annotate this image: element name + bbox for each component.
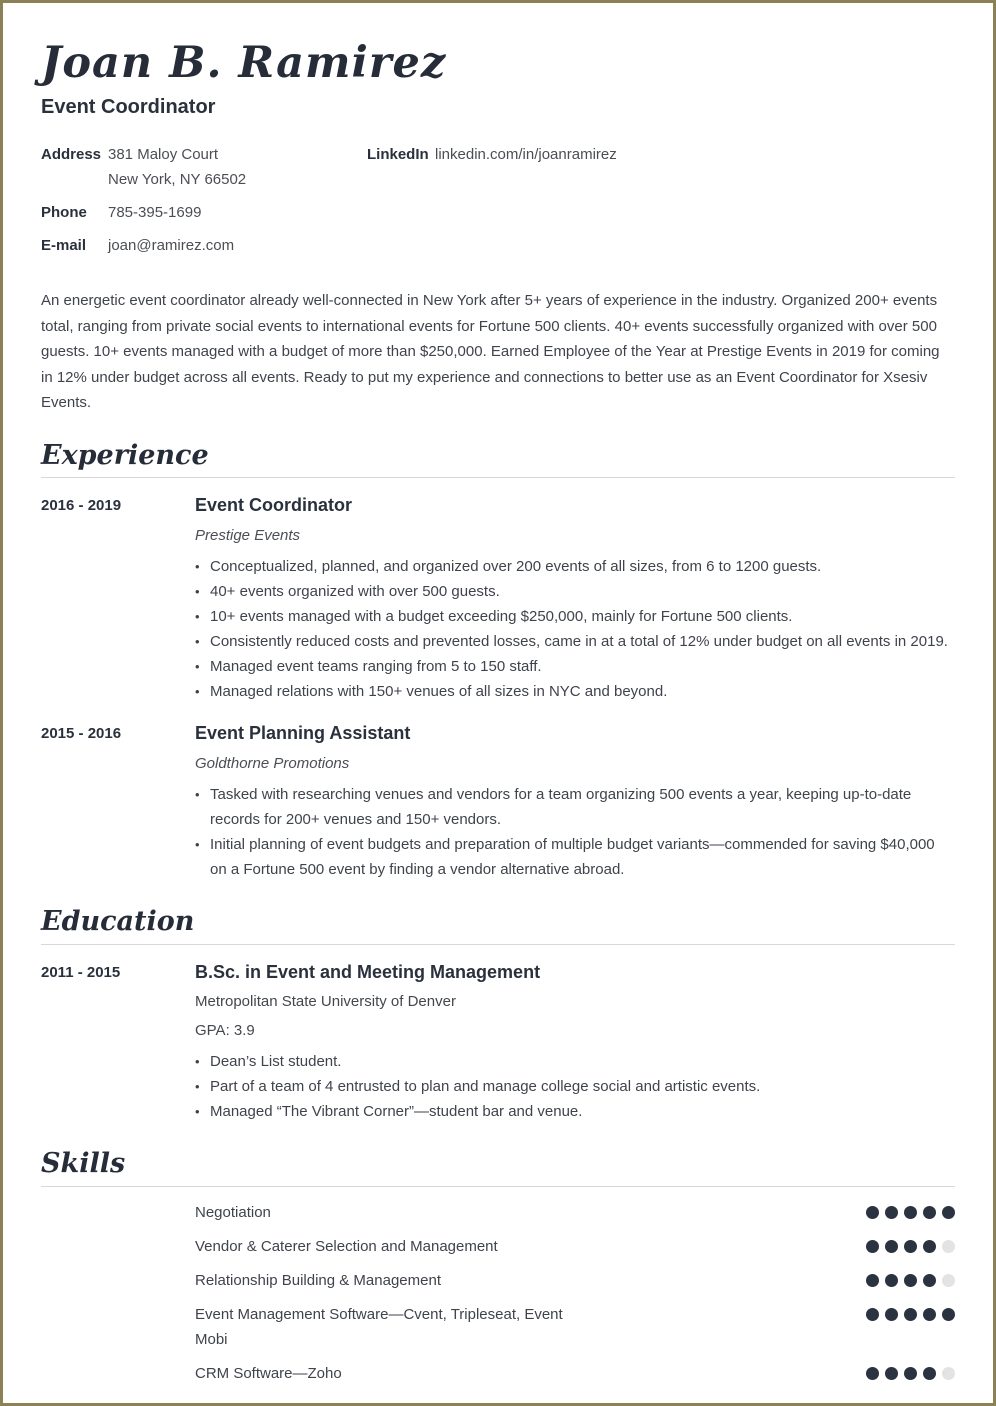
skill-rating [866, 1234, 955, 1253]
entry-company: Prestige Events [195, 527, 301, 545]
resume-page-inner [2, 2, 994, 1404]
entry-body [195, 721, 955, 882]
skill-row-spacer [41, 1234, 195, 1259]
education-heading: Education [41, 906, 195, 938]
entry-bullet-list [195, 1049, 955, 1124]
contact-left-column [41, 142, 367, 266]
entry-dates: 2015 - 2016 [41, 725, 122, 743]
linkedin-value: linkedin.com/in/joanramirez [435, 146, 617, 164]
skill-dot-filled [942, 1308, 955, 1321]
contact-address-row [41, 142, 367, 192]
skill-rating [866, 1302, 955, 1321]
candidate-title: Event Coordinator [41, 96, 216, 119]
skill-label: Negotiation [195, 1203, 271, 1221]
contact-linkedin-row [367, 142, 955, 167]
skill-dot-filled [904, 1367, 917, 1380]
entry-body [195, 493, 955, 704]
professional-summary: An energetic event coordinator already well-connected in New York after 5+ years of experience in the industry. Organized 200+ events total, ranging from private social events to international events for Fortune 500 clients. 40+ events successfully organized with over 500 guests. 10+ events managed with a budget of more than $250,000. Earned Employee of the Year at Prestige Events in 2019 for coming in 12% under budget across all events. Ready to put my experience and connections to better use as an Event Coordinator for Xsesiv Events. [41, 292, 940, 412]
skill-dot-filled [885, 1206, 898, 1219]
bullet-item: • Initial planning of event budgets and preparation of multiple budget variants—commended for saving $40,000 on a Fortune 500 event by finding a vendor alternative abroad. [195, 832, 955, 882]
skill-row [41, 1200, 955, 1225]
candidate-name: Joan B. Ramirez [41, 38, 447, 88]
bullet-item: • Dean’s List student. [195, 1049, 955, 1074]
skill-main [195, 1268, 955, 1293]
bullet-item: • Managed relations with 150+ venues of all sizes in NYC and beyond. [195, 679, 955, 704]
bullet-item: • Consistently reduced costs and prevented losses, came in at a total of 12% under budget on all events in 2019. [195, 629, 955, 654]
skill-dot-empty [942, 1274, 955, 1287]
skills-divider [41, 1186, 955, 1187]
entry-dates: 2011 - 2015 [41, 964, 121, 982]
skill-dot-filled [923, 1367, 936, 1380]
skill-main [195, 1200, 955, 1225]
entry-title: Event Coordinator [195, 495, 353, 516]
skill-label: CRM Software—Zoho [195, 1364, 342, 1382]
skill-dot-filled [866, 1367, 879, 1380]
resume-header [41, 39, 955, 119]
contact-section [41, 142, 955, 266]
address-label: Address [41, 146, 102, 164]
skill-rating [866, 1200, 955, 1219]
skill-dot-filled [904, 1274, 917, 1287]
skill-main [195, 1302, 955, 1352]
skill-dot-filled [904, 1308, 917, 1321]
skill-dot-filled [866, 1308, 879, 1321]
skill-dot-filled [923, 1240, 936, 1253]
entry-dates: 2016 - 2019 [41, 497, 122, 515]
skill-dot-filled [866, 1274, 879, 1287]
skill-row-spacer [41, 1200, 195, 1225]
entry-bullet-list [195, 782, 955, 882]
entry-bullet-list [195, 554, 955, 704]
skill-dot-filled [866, 1206, 879, 1219]
skill-row [41, 1234, 955, 1259]
skill-row [41, 1268, 955, 1293]
skill-dot-empty [942, 1367, 955, 1380]
skill-dot-filled [942, 1206, 955, 1219]
skill-main [195, 1234, 955, 1259]
experience-entry [41, 721, 955, 882]
skill-dot-filled [904, 1240, 917, 1253]
degree-title: B.Sc. in Event and Meeting Management [195, 962, 541, 983]
bullet-item: • Part of a team of 4 entrusted to plan and manage college social and artistic events. [195, 1074, 955, 1099]
contact-right-column [367, 142, 955, 266]
skill-dot-filled [923, 1308, 936, 1321]
bullet-item: • Managed “The Vibrant Corner”—student bar and venue. [195, 1099, 955, 1124]
contact-email-row [41, 233, 367, 258]
experience-entry [41, 493, 955, 704]
skills-list [41, 1200, 955, 1386]
entry-company: Goldthorne Promotions [195, 755, 350, 773]
skill-dot-filled [885, 1367, 898, 1380]
phone-value: 785-395-1699 [108, 204, 202, 222]
skill-dot-empty [942, 1240, 955, 1253]
phone-label: Phone [41, 204, 87, 222]
bullet-item: • 10+ events managed with a budget exceeding $250,000, mainly for Fortune 500 clients. [195, 604, 955, 629]
education-divider [41, 944, 955, 945]
bullet-item: • Managed event teams ranging from 5 to 150 staff. [195, 654, 955, 679]
contact-phone-row [41, 200, 367, 225]
address-value [108, 142, 246, 192]
skill-label: Event Management Software—Cvent, Tripleseat, Event Mobi [195, 1305, 563, 1348]
skill-row [41, 1361, 955, 1386]
skill-dot-filled [866, 1240, 879, 1253]
skill-dot-filled [923, 1274, 936, 1287]
bullet-item: • Conceptualized, planned, and organized over 200 events of all sizes, from 6 to 1200 guests. [195, 554, 955, 579]
skill-label: Relationship Building & Management [195, 1271, 441, 1289]
skill-label: Vendor & Caterer Selection and Management [195, 1237, 498, 1255]
skill-dot-filled [885, 1308, 898, 1321]
education-entry [41, 960, 955, 1124]
skill-dot-filled [923, 1206, 936, 1219]
email-value: joan@ramirez.com [108, 237, 235, 255]
entry-body [195, 960, 955, 1124]
entry-title: Event Planning Assistant [195, 723, 411, 744]
skills-heading: Skills [41, 1148, 126, 1180]
linkedin-label: LinkedIn [367, 146, 429, 164]
email-label: E-mail [41, 237, 87, 255]
resume-content [38, 39, 958, 1386]
experience-divider [41, 477, 955, 478]
skill-dot-filled [885, 1240, 898, 1253]
skill-rating [866, 1268, 955, 1287]
skill-row-spacer [41, 1302, 195, 1352]
gpa-value: GPA: 3.9 [195, 1022, 255, 1040]
skill-dot-filled [885, 1274, 898, 1287]
address-line-1: 381 Maloy Court [108, 146, 219, 164]
skill-row-spacer [41, 1268, 195, 1293]
skill-dot-filled [904, 1206, 917, 1219]
skill-rating [866, 1361, 955, 1380]
skill-row [41, 1302, 955, 1352]
address-line-2: New York, NY 66502 [108, 171, 247, 189]
skill-main [195, 1361, 955, 1386]
skill-row-spacer [41, 1361, 195, 1386]
bullet-item: • Tasked with researching venues and vendors for a team organizing 500 events a year, keeping up-to-date records for 200+ venues and 150+ vendors. [195, 782, 955, 832]
bullet-item: • 40+ events organized with over 500 guests. [195, 579, 955, 604]
experience-heading: Experience [41, 439, 209, 471]
school-name: Metropolitan State University of Denver [195, 993, 456, 1011]
